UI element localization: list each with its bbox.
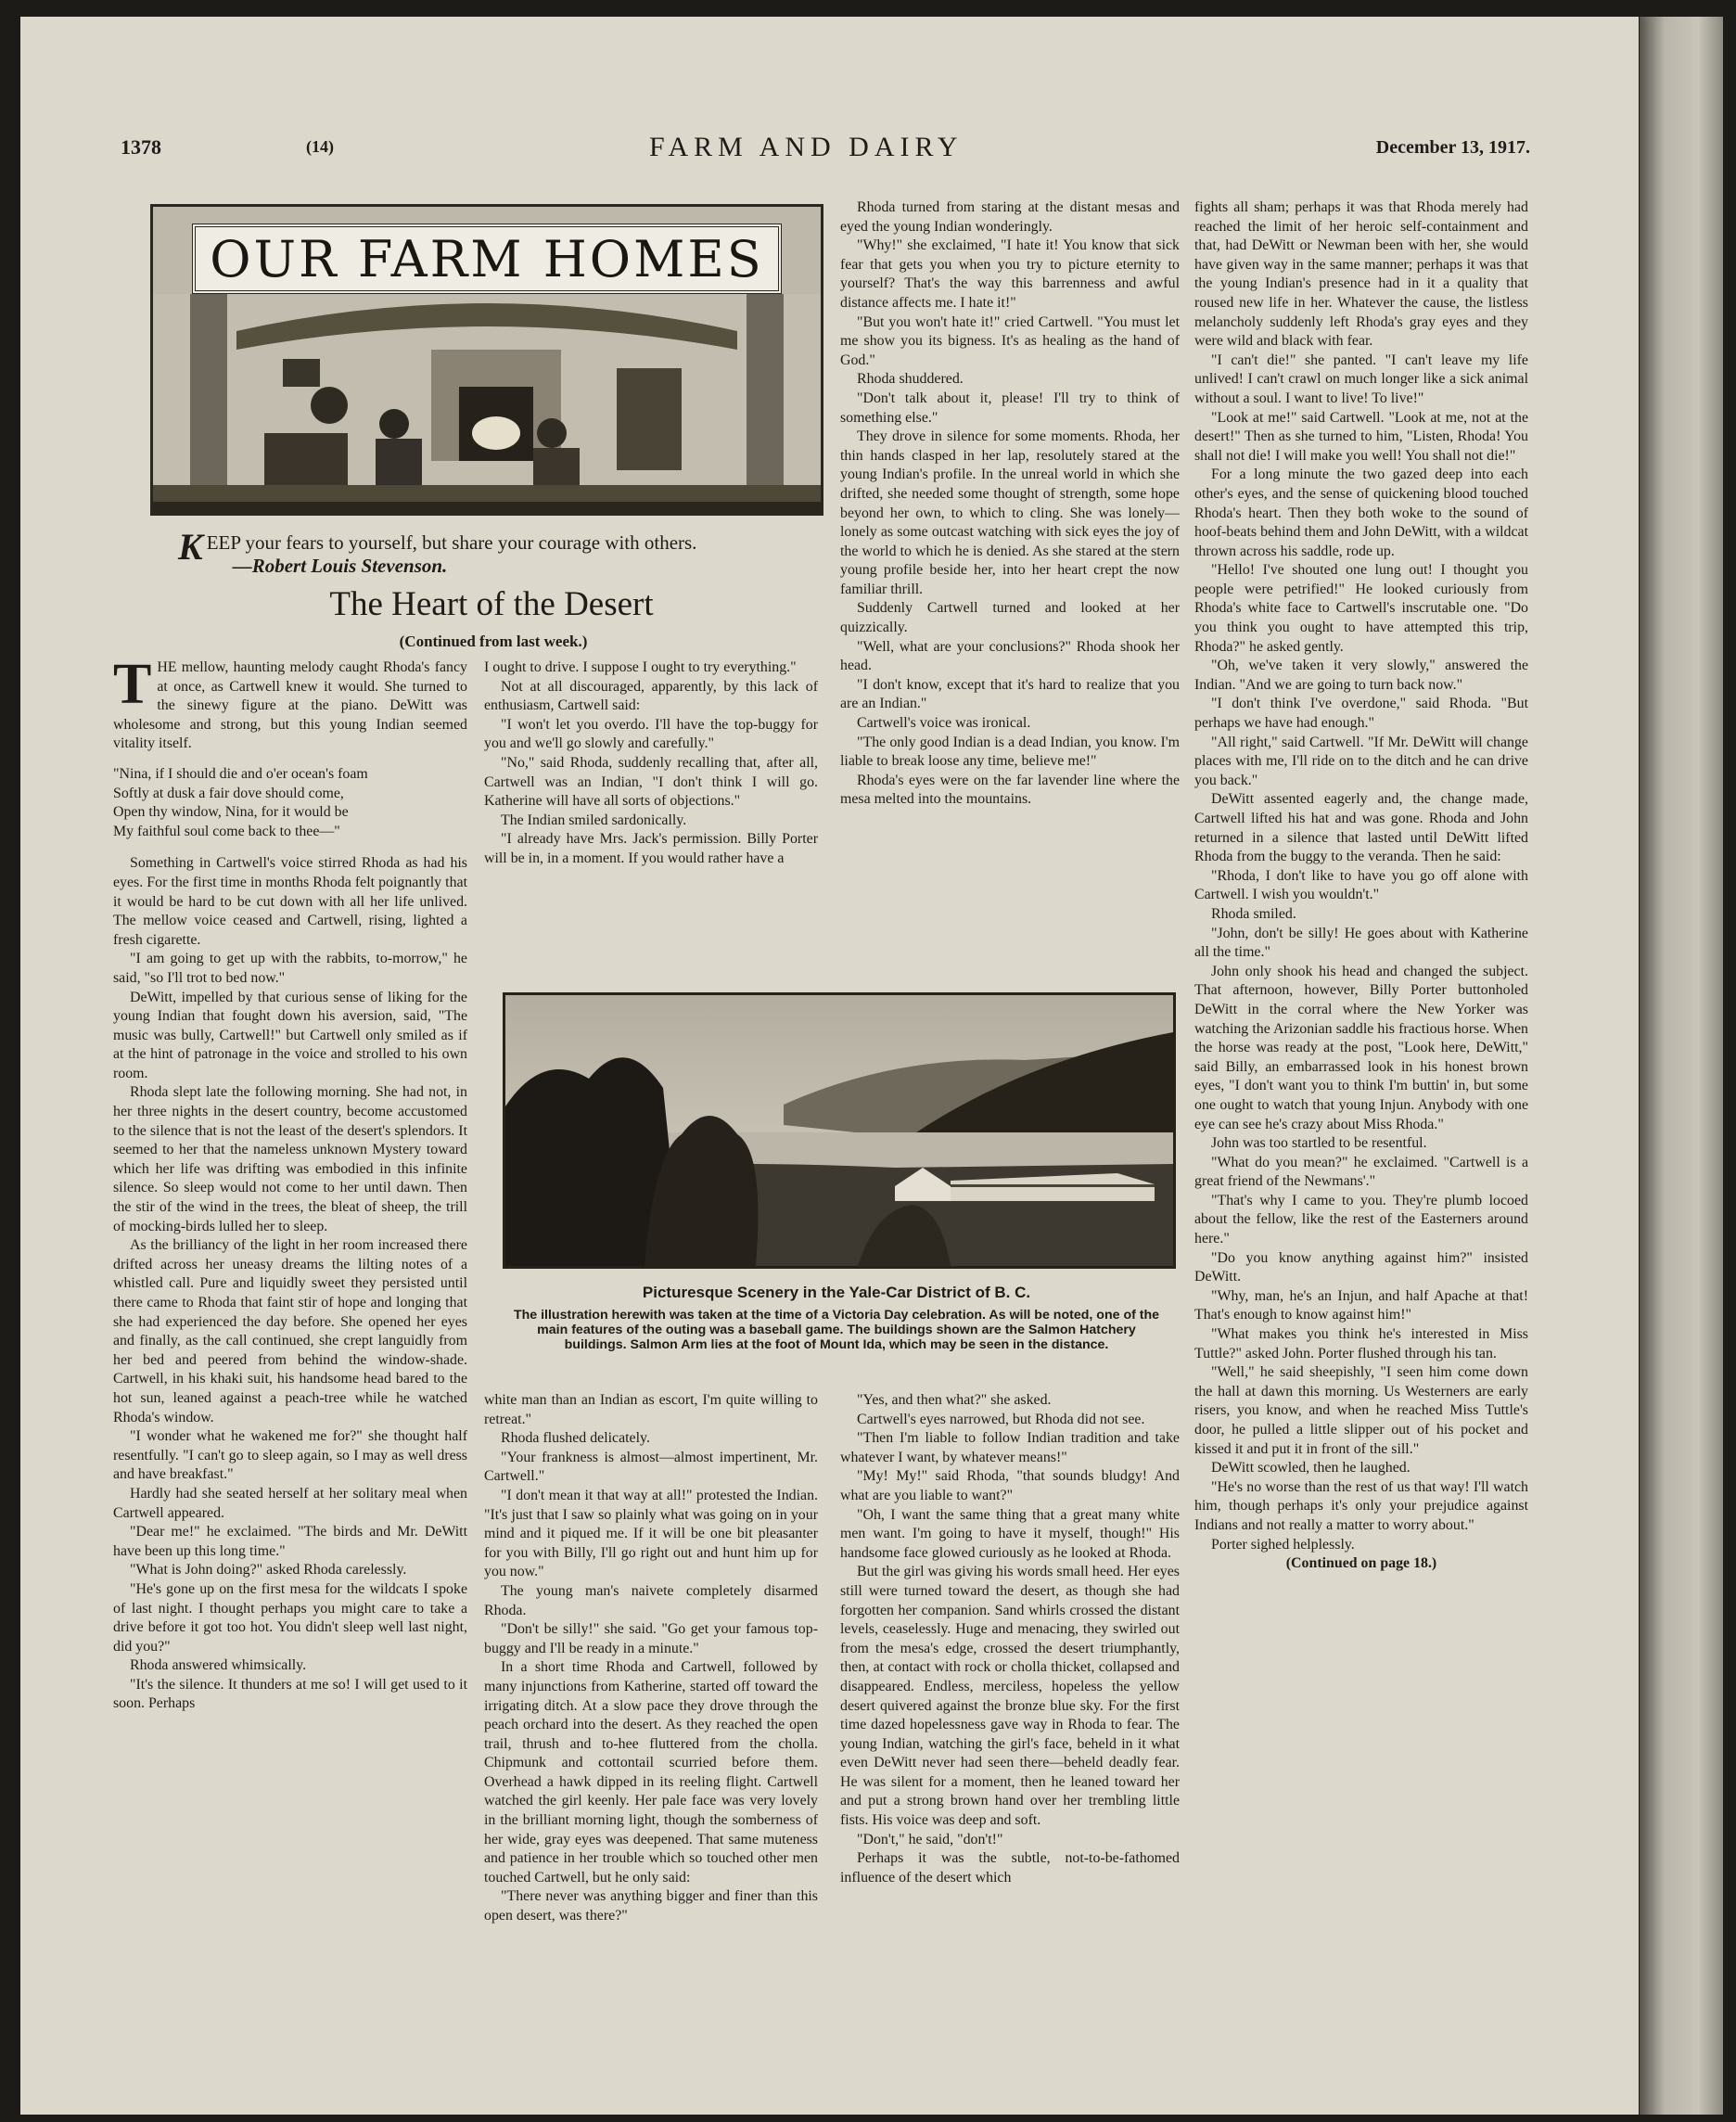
story-column-3-bottom: [840, 1391, 1180, 2105]
paragraph: "Why!" she exclaimed, "I hate it! You know that sick fear that gets you when you try to picture eternity to yourself? That's the way this barrenness and awful distance affects me. I hate it!": [840, 237, 1180, 311]
banner-title-box: [192, 224, 782, 294]
paragraph: Suddenly Cartwell turned and looked at her quizzically.: [840, 600, 1180, 636]
paragraph: "What is John doing?" asked Rhoda carelessly.: [130, 1562, 407, 1579]
publication-name: FARM AND DAIRY: [649, 132, 964, 162]
paragraph: The Indian smiled sardonically.: [501, 812, 687, 828]
story-column-1: [113, 658, 467, 2105]
paragraph: Something in Cartwell's voice stirred Rhoda as had his eyes. For the first time in months Rhoda felt poignantly that it would be hard to be cut down with all her life unlived. The mellow voice ceased and Cartwell, rising, lighted a fresh cigarette.: [113, 855, 467, 948]
paragraph: "My! My!" said Rhoda, "that sounds bludgy! And what are you liable to want?": [840, 1468, 1180, 1503]
photo-caption-text: The illustration herewith was taken at the time of a Victoria Day celebration. As will be noted, one of the main features of the outing was a baseball game. The buildings shown are the Salmon Hatchery buildings. Salmon Arm lies at the foot of Mount Ida, which may be seen in the distance.: [513, 1308, 1160, 1352]
paragraph: In a short time Rhoda and Cartwell, followed by many injunctions from Katherine, started off toward the irrigating ditch. At a slow pace they drove through the peach orchard into the desert. As they reached the open trail, thrush and to-hee fluttered from the cholla. Chipmunk and cottontail scurried before them. Overhead a hawk dipped in its reeling flight. Cartwell watched the girl keenly. Her pale face was very lovely in the brilliant morning light, though the somberness of her wide, gray eyes was deepened. That same muteness and patience in her trouble which so touched other men touched Cartwell, but he only said:: [484, 1659, 818, 1886]
paragraph: "Don't be silly!" she said. "Go get your famous top-buggy and I'll be ready in a minute.": [484, 1621, 818, 1656]
our-farm-homes-banner: [150, 204, 823, 516]
scenery-photo: [503, 992, 1176, 1269]
verse-line: "Nina, if I should die and o'er ocean's foam: [113, 765, 368, 782]
paragraph: "It's the silence. It thunders at me so! I will get used to it soon. Perhaps: [113, 1676, 467, 1712]
paragraph: "I wonder what he wakened me for?" she thought half resentfully. "I can't go to sleep again, so I may as well dress and have breakfast.": [113, 1428, 467, 1483]
continued-note: (Continued on page 18.): [1285, 1555, 1437, 1572]
adjacent-page-edge: [1640, 17, 1723, 2115]
paragraph: "John, don't be silly! He goes about with Katherine all the time.": [1194, 925, 1528, 961]
story-column-3-top: [840, 198, 1180, 978]
paragraph: John was too startled to be resentful.: [1211, 1135, 1427, 1152]
paragraph: Cartwell's voice was ironical.: [857, 715, 1031, 732]
paragraph: "Do you know anything against him?" insisted DeWitt.: [1194, 1249, 1528, 1285]
drop-cap: T: [113, 658, 152, 716]
story-subtitle: (Continued from last week.): [399, 633, 588, 650]
paragraph: "There never was anything bigger and finer than this open desert, was there?": [484, 1888, 818, 1924]
paragraph: "What do you mean?" he exclaimed. "Cartwell is a great friend of the Newmans'.": [1194, 1154, 1528, 1190]
paragraph: "I don't mean it that way at all!" protested the Indian. "It's just that I saw so plainly what was going on in your mind and it piqued me. If it will be one bit pleasanter for you with Billy, I'll go right out and hunt him up for you now.": [484, 1487, 818, 1580]
paragraph: Rhoda answered whimsically.: [130, 1657, 307, 1674]
paragraph: "No," said Rhoda, suddenly recalling that, after all, Cartwell was an Indian, "I don't think I will go. Katherine will have all sorts of objections.": [484, 754, 818, 810]
paragraph: "I can't die!" she panted. "I can't leave my life unlived! I can't crawl on much longer like a sick animal without a soul. I want to live! To live!": [1194, 352, 1528, 406]
paragraph: For a long minute the two gazed deep into each other's eyes, and the sense of quickening blood touched Rhoda's heart. Then they both woke to the sound of hoof-beats behind them and John DeWitt, with a wildcat thrown across his saddle, rode up.: [1194, 467, 1528, 559]
paragraph: Rhoda flushed delicately.: [501, 1430, 650, 1447]
paragraph: "But you won't hate it!" cried Cartwell. "You must let me show you its bigness. It's as healing as the hand of God.": [840, 313, 1180, 368]
paragraph: "I won't let you overdo. I'll have the top-buggy for you and we'll go slowly and carefully.": [484, 716, 818, 752]
quote-initial: K: [178, 526, 203, 568]
paragraph: John only shook his head and changed the subject. That afternoon, however, Billy Porter buttonholed DeWitt in the corral where the New Yorker was watching the Arizonian saddle his fractious horse. When the horse was ready at the post, "Look here, DeWitt," said Billy, an embarrassed look in his honest brown eyes, "I don't want you to think I'm buttin' in, but some one ought to watch that young Injun. Anybody with one eye can see he's crazy about Miss Rhoda.": [1194, 963, 1528, 1132]
issue-date: December 13, 1917.: [1375, 137, 1530, 158]
page-number: 1378: [121, 135, 161, 159]
family-fireside-illustration: [153, 294, 821, 513]
story-title: The Heart of the Desert: [329, 585, 654, 623]
paragraph: "Yes, and then what?" she asked.: [857, 1392, 1052, 1408]
paragraph: "I don't think I've overdone," said Rhoda. "But perhaps we have had enough.": [1194, 696, 1528, 732]
paragraph: Rhoda slept late the following morning. She had not, in her three nights in the desert country, become accustomed to the silence that is not the least of the desert's splendors. It seemed to her that the nameless unknown Mystery toward which her life was drifting was embodied in this infinite silence. So sleep would not come to her until dawn. Then the stir of the wind in the trees, the bleat of sheep, the trill of mocking-birds lulled her to sleep.: [113, 1084, 467, 1234]
paragraph: Rhoda smiled.: [1211, 905, 1296, 922]
paragraph: The young man's naivete completely disarmed Rhoda.: [484, 1582, 818, 1618]
paragraph: They drove in silence for some moments. Rhoda, her thin hands clasped in her lap, resolutely stared at the young Indian's profile. In the unreal world in which she drifted, she needed some thought of strength, some hope beyond her own, to which to cling. She was lonely—lonely as some outcast watching with sick eyes the joy of the world to which he is denied. As she stared at the stern young profile beside her, into her heart crept the now familiar thrill.: [840, 428, 1180, 597]
paragraph: "The only good Indian is a dead Indian, you know. I'm liable to break loose any time, believe me!": [840, 734, 1180, 770]
paragraph: "Don't talk about it, please! I'll try to think of something else.": [840, 390, 1180, 426]
page-sub-number: (14): [306, 137, 334, 156]
paragraph: "Hello! I've shouted one lung out! I thought you people were petrified!" He looked curiously from Rhoda's white face to Cartwell's inscrutable one. "Do you think you ought to have attempted this trip, Rhoda?" he asked gently.: [1194, 562, 1528, 655]
paragraph: fights all sham; perhaps it was that Rhoda merely had reached the limit of her heroic self-containment and that, had DeWitt or Newman been with her, she would have given way in the same manner; perhaps it was that the young Indian's presence had in it a quality that roused new life in her. Whatever the cause, the listless melancholy suddenly left Rhoda's gray eyes and they were wild and black with fear.: [1194, 199, 1528, 350]
page-header: [121, 132, 1530, 173]
paragraph: Rhoda turned from staring at the distant mesas and eyed the young Indian wonderingly.: [840, 199, 1180, 235]
paragraph: I ought to drive. I suppose I ought to try everything.": [484, 659, 797, 675]
paragraph: Hardly had she seated herself at her solitary meal when Cartwell appeared.: [113, 1485, 467, 1521]
paragraph: "Then I'm liable to follow Indian tradition and take whatever I want, by whatever means!": [840, 1430, 1180, 1465]
paragraph: "Dear me!" he exclaimed. "The birds and Mr. DeWitt have been up this long time.": [113, 1524, 467, 1559]
paragraph: "Why, man, he's an Injun, and half Apache at that! That's enough to know against him!": [1194, 1287, 1528, 1323]
paragraph: "All right," said Cartwell. "If Mr. DeWitt will change places with me, I'll ride on to the ditch and he can drive you back.": [1194, 734, 1528, 788]
banner-title: OUR FARM HOMES: [210, 229, 764, 288]
paragraph: Perhaps it was the subtle, not-to-be-fathomed influence of the desert which: [840, 1850, 1180, 1886]
paragraph: "He's no worse than the rest of us that way! I'll watch him, though perhaps it's only your prejudice against Indians and not really a matter to worry about.": [1194, 1478, 1528, 1533]
paragraph: DeWitt assented eagerly and, the change made, Cartwell lifted his hat and was gone. Rhoda and John returned in a silence that lasted until DeWitt lifted Rhoda from the buggy to the veranda. Then he said:: [1194, 791, 1528, 865]
paragraph: "Well," he said sheepishly, "I seen him come down the hall at dawn this morning. Us Westerners are early risers, you know, and when he reached Miss Tuttle's door, he pulled a little slipper out of his pocket and kissed it and put it in front of the sill.": [1194, 1364, 1528, 1457]
song-verse: [113, 765, 467, 841]
paragraph: "He's gone up on the first mesa for the wildcats I spoke of last night. I thought perhaps you might care to take a drive before it got too hot. You didn't sleep well last night, did you?": [113, 1580, 467, 1655]
story-column-4: [1194, 198, 1528, 2105]
paragraph: "I already have Mrs. Jack's permission. Billy Porter will be in, in a moment. If you would rather have a: [484, 831, 818, 866]
paragraph: "Don't," he said, "don't!": [857, 1831, 1003, 1847]
story-column-2-bottom: [484, 1391, 818, 2105]
epigraph-quote: [178, 526, 827, 578]
paragraph: "Look at me!" said Cartwell. "Look at me, not at the desert!" Then as she turned to him, "Listen, Rhoda! You shall not die! I will make you well! You shall not die!": [1194, 409, 1528, 464]
paragraph: DeWitt scowled, then he laughed.: [1211, 1460, 1410, 1476]
paragraph: "Well, what are your conclusions?" Rhoda shook her head.: [840, 638, 1180, 674]
lake-landscape-image: [505, 995, 1173, 1266]
paragraph: Porter sighed helplessly.: [1211, 1536, 1355, 1553]
paragraph: As the brilliancy of the light in her room increased there drifted across her uneasy dreams the lilting notes of a whistled call. Pure and liquidly sweet they persisted until there came to Rhoda that faint stir of hope and longing that she had experienced the day before. She opened her eyes and finally, as the call continued, she crept languidly from her bed and peered from behind the window-shade. Cartwell, in his khaki suit, his handsome head bared to the hot sun, leaned against a peach-tree while he watched Rhoda's window.: [113, 1237, 467, 1425]
paragraph: Rhoda shuddered.: [857, 371, 964, 388]
paragraph: "I am going to get up with the rabbits, to-morrow," he said, "so I'll trot to bed now.": [113, 951, 467, 986]
story-column-2-top: [484, 658, 818, 978]
paragraph: "Rhoda, I don't like to have you go off alone with Cartwell. I wish you wouldn't.": [1194, 867, 1528, 903]
paragraph: "What makes you think he's interested in Miss Tuttle?" asked John. Porter flushed through his tan.: [1194, 1326, 1528, 1361]
quote-text: EEP your fears to yourself, but share your courage with others.: [206, 531, 697, 554]
paragraph: "Your frankness is almost—almost impertinent, Mr. Cartwell.": [484, 1449, 818, 1485]
paragraph: DeWitt, impelled by that curious sense of liking for the young Indian that fought down his aversion, said, "The music was bully, Cartwell!" but Cartwell only smiled as if at the hint of patronage in the voice and strolled to his own room.: [113, 989, 467, 1081]
verse-line: My faithful soul come back to thee—": [113, 823, 340, 839]
paragraph: THE mellow, haunting melody caught Rhoda's fancy at once, as Cartwell knew it would. She turned to the sinewy figure at the piano. DeWitt was wholesome and strong, but this young Indian seemed vitality itself.: [113, 658, 467, 752]
paragraph: Cartwell's eyes narrowed, but Rhoda did not see.: [857, 1411, 1145, 1427]
verse-line: Softly at dusk a fair dove should come,: [113, 785, 344, 801]
verse-line: Open thy window, Nina, for it would be: [113, 804, 349, 821]
newspaper-page: [20, 17, 1639, 2115]
paragraph: Rhoda's eyes were on the far lavender line where the mesa melted into the mountains.: [840, 772, 1180, 808]
paragraph: "Oh, we've taken it very slowly," answered the Indian. "And we are going to turn back now.": [1194, 658, 1528, 693]
paragraph: white man than an Indian as escort, I'm quite willing to retreat.": [484, 1392, 818, 1427]
paragraph: "Oh, I want the same thing that a great many white men want. I'm going to have it myself, though!" His handsome face glowed curiously as he looked at Rhoda.: [840, 1506, 1180, 1561]
paragraph: But the girl was giving his words small heed. Her eyes still were turned toward the desert, as though she had forgotten her companion. Sand whirls crossed the distant levels, ceaselessly. Huge and menacing, they swirled out from the mesa's edge, crossed the desert triumphantly, then, at contact with rock or cholla thicket, collapsed and disappeared. Endless, merciless, hopeless the yellow desert quivered against the bronze blue sky. For the first time dazed hopelessness gave way in Rhoda to fear. The young Indian, watching the girl's face, beheld in it what even DeWitt never had seen there—beheld deadly fear. He was silent for a moment, then he leaned toward her and put a strong brown hand over her trembling little fists. His voice was deep and soft.: [840, 1564, 1180, 1829]
paragraph: "I don't know, except that it's hard to realize that you are an Indian.": [840, 676, 1180, 712]
paragraph: "That's why I came to you. They're plumb locoed about the fellow, like the rest of the Easterners around here.": [1194, 1192, 1528, 1247]
paragraph: Not at all discouraged, apparently, by this lack of enthusiasm, Cartwell said:: [484, 678, 818, 714]
quote-author: —Robert Louis Stevenson.: [232, 555, 448, 577]
photo-caption-title: Picturesque Scenery in the Yale-Car District of B. C.: [642, 1284, 1031, 1301]
